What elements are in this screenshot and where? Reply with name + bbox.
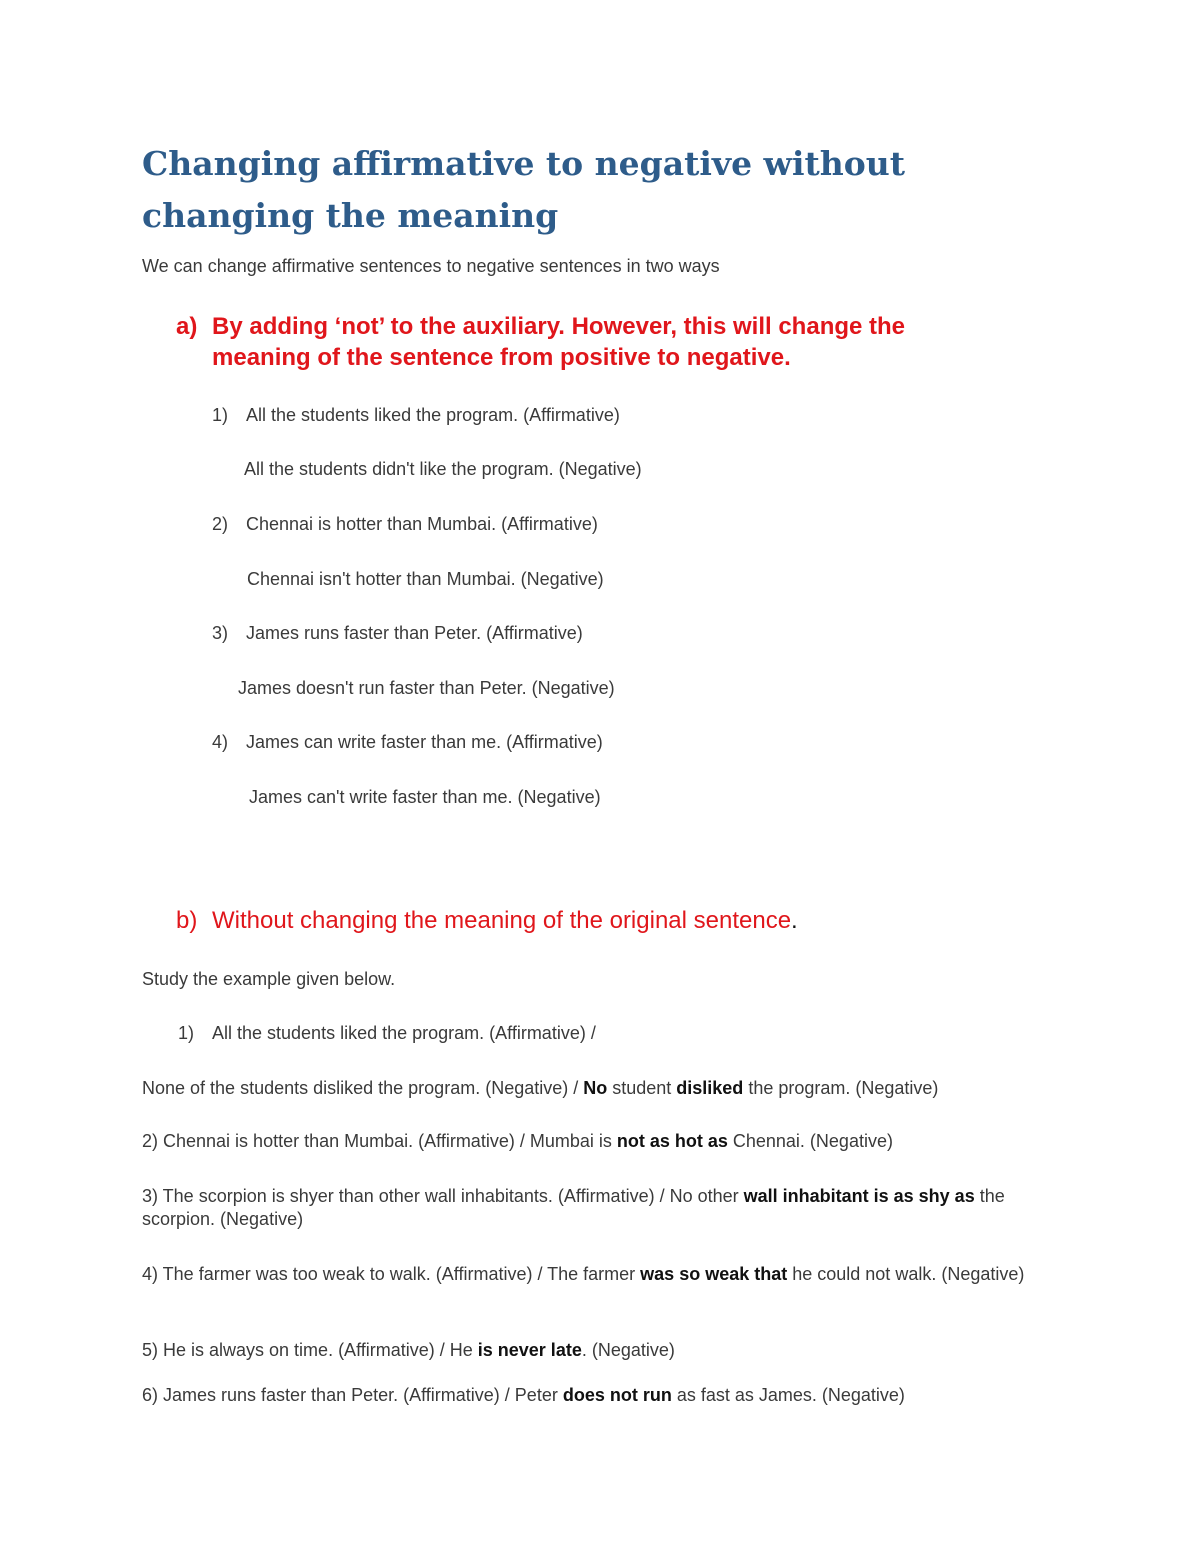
example-b1-text-end: the program. (Negative) (743, 1078, 939, 1098)
example-a3-negative: James doesn't run faster than Peter. (Negative) (238, 678, 615, 698)
example-b3-text-end: the scorpion. (Negative) (142, 1186, 1005, 1229)
document-title: Changing affirmative to negative without changing the meaning (142, 144, 905, 235)
example-b4-text: 4) The farmer was too weak to walk. (Affirmative) / The farmer (142, 1264, 641, 1284)
study-text: Study the example given below. (142, 969, 396, 989)
example-b5-text-end: . (Negative) (581, 1340, 675, 1360)
section-a-heading-text: By adding ‘not’ to the auxiliary. However, this will change the meaning of the sentence from positive to negative. (212, 313, 906, 371)
example-a1-number: 1) (212, 405, 229, 425)
example-a2-affirmative (212, 513, 598, 536)
example-b2 (142, 1130, 893, 1153)
example-a1-affirmative (212, 404, 620, 427)
example-b5-text: 5) He is always on time. (Affirmative) / He (142, 1340, 478, 1360)
example-b3-text: 3) The scorpion is shyer than other wall inhabitants. (Affirmative) / No other (142, 1186, 744, 1206)
section-b-heading-tail: . (791, 907, 798, 934)
example-b1-bold-no: No (583, 1078, 608, 1098)
example-b5 (142, 1339, 675, 1362)
section-b-marker: b) (176, 907, 198, 934)
example-b6-text: 6) James runs faster than Peter. (Affirmative) / Peter (142, 1385, 563, 1405)
example-b6-text-end: as fast as James. (Negative) (671, 1385, 905, 1405)
example-b5-bold: is never late (477, 1340, 582, 1360)
example-a2-affirmative-text: Chennai is hotter than Mumbai. (Affirmative) (246, 514, 598, 534)
example-b6-bold: does not run (562, 1385, 672, 1405)
example-b1-affirmative (178, 1022, 596, 1045)
example-a4-affirmative-text: James can write faster than me. (Affirmative) (246, 732, 603, 752)
example-b1-text-student: student (607, 1078, 677, 1098)
example-b1-affirmative-text: All the students liked the program. (Affirmative) / (212, 1023, 596, 1043)
example-a1-affirmative-text: All the students liked the program. (Affirmative) (246, 405, 620, 425)
example-a1-negative: All the students didn't like the program. (Negative) (244, 459, 642, 479)
intro-text: We can change affirmative sentences to negative sentences in two ways (142, 256, 720, 276)
example-a3-affirmative (212, 622, 583, 645)
example-b1-bold-disliked: disliked (676, 1078, 744, 1098)
example-b6 (142, 1384, 905, 1407)
example-b1-number: 1) (178, 1023, 195, 1043)
section-b-heading-text: Without changing the meaning of the original sentence (212, 907, 792, 934)
example-a4-negative: James can't write faster than me. (Negative) (249, 787, 601, 807)
example-a2-negative: Chennai isn't hotter than Mumbai. (Negative) (247, 569, 604, 589)
example-b4-text-end: he could not walk. (Negative) (787, 1264, 1025, 1284)
example-a4-number: 4) (212, 732, 229, 752)
section-a-marker: a) (176, 313, 198, 340)
example-a3-affirmative-text: James runs faster than Peter. (Affirmative) (246, 623, 583, 643)
example-a2-number: 2) (212, 514, 229, 534)
example-b1-negative (142, 1077, 938, 1100)
example-b2-text-end: Chennai. (Negative) (727, 1131, 893, 1151)
example-a4-affirmative (212, 731, 603, 754)
example-b1-negative-a: None of the students disliked the program. (Negative) / (142, 1078, 584, 1098)
section-b-heading (176, 905, 992, 936)
example-b3 (142, 1185, 1042, 1231)
example-b4-bold: was so weak that (640, 1264, 788, 1284)
example-b2-bold: not as hot as (616, 1131, 728, 1151)
example-a3-number: 3) (212, 623, 229, 643)
example-b2-text: 2) Chennai is hotter than Mumbai. (Affirmative) / Mumbai is (142, 1131, 617, 1151)
section-a-heading (176, 311, 992, 373)
example-b4 (142, 1263, 1042, 1286)
example-b3-bold: wall inhabitant is as shy as (743, 1186, 975, 1206)
